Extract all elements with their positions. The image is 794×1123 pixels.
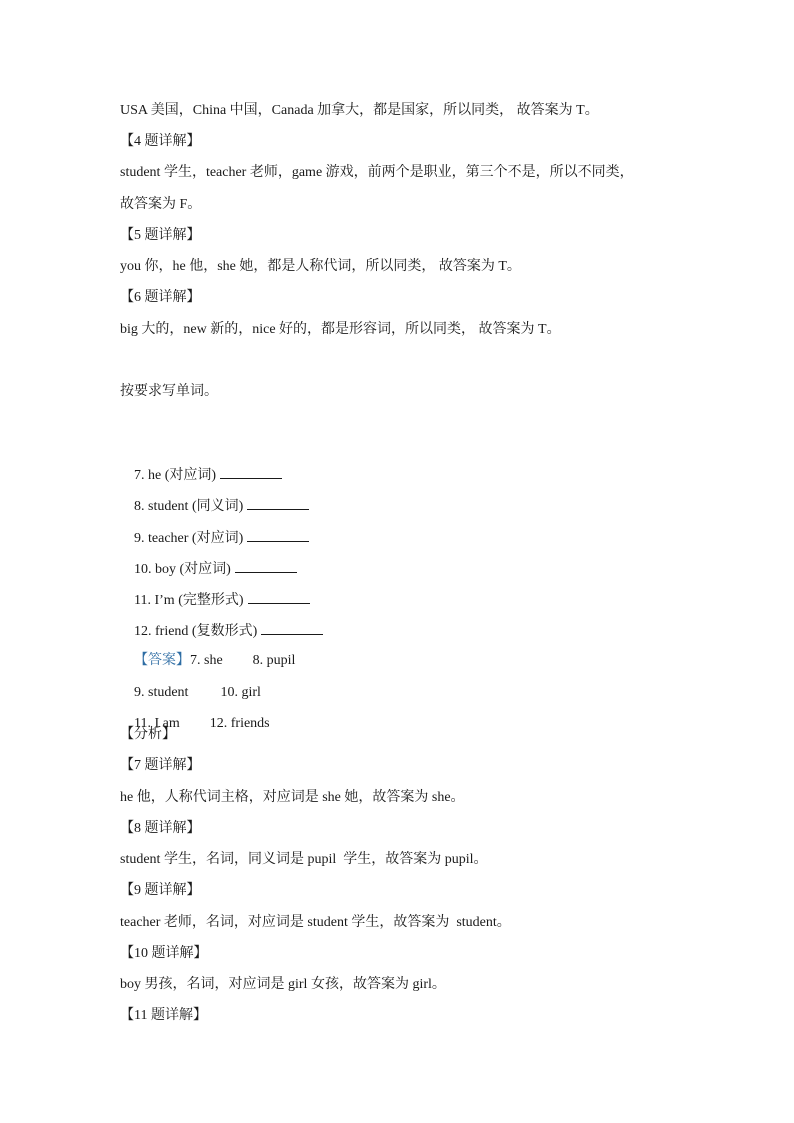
section-heading: 【分析】 <box>120 727 176 742</box>
explanation-line: student 学生，名词，同义词是 pupil 学生，故答案为 pupil。 <box>120 852 488 867</box>
question-text: 8. student (同义词) <box>134 499 244 514</box>
answer-item: 11. I am <box>134 716 180 731</box>
question-text: 12. friend (复数形式) <box>134 624 258 639</box>
explanation-line: he 他，人称代词主格，对应词是 she 她，故答案为 she。 <box>120 790 465 805</box>
section-heading: 【6 题详解】 <box>120 290 201 305</box>
section-heading: 【8 题详解】 <box>120 821 201 836</box>
section-heading: 【7 题详解】 <box>120 758 201 773</box>
question-text: 11. I’m (完整形式) <box>134 593 244 608</box>
section-heading: 【11 题详解】 <box>120 1008 207 1023</box>
explanation-line: teacher 老师，名词，对应词是 student 学生，故答案为 student。 <box>120 915 511 930</box>
explanation-line: boy 男孩，名词，对应词是 girl 女孩，故答案为 girl。 <box>120 977 446 992</box>
answer-item: 12. friends <box>209 716 270 731</box>
answer-row <box>120 694 270 754</box>
section-heading: 【5 题详解】 <box>120 228 201 243</box>
answer-label: 【答案】 <box>134 653 190 668</box>
explanation-line: student 学生，teacher 老师，game 游戏，前两个是职业，第三个不是，所以不同类， <box>120 165 634 180</box>
section-heading: 【4 题详解】 <box>120 134 201 149</box>
explanation-line: you 你，he 他，she 她，都是人称代词，所以同类， 故答案为 T。 <box>120 259 521 274</box>
question-text: 7. he (对应词) <box>134 468 217 483</box>
explanation-line: USA 美国，China 中国，Canada 加拿大，都是国家，所以同类， 故答案为 T。 <box>120 103 599 118</box>
explanation-line: big 大的，new 新的，nice 好的，都是形容词，所以同类， 故答案为 T。 <box>120 322 561 337</box>
question-text: 10. boy (对应词) <box>134 562 231 577</box>
section-heading: 【10 题详解】 <box>120 946 208 961</box>
question-text: 9. teacher (对应词) <box>134 531 244 546</box>
answer-item: 8. pupil <box>252 653 296 668</box>
answer-item: 10. girl <box>220 685 261 700</box>
section-heading: 【9 题详解】 <box>120 883 201 898</box>
answer-item: 7. she <box>190 653 223 668</box>
answer-item: 9. student <box>134 685 189 700</box>
explanation-line: 故答案为 F。 <box>120 197 202 212</box>
instruction-text: 按要求写单词。 <box>120 384 218 399</box>
